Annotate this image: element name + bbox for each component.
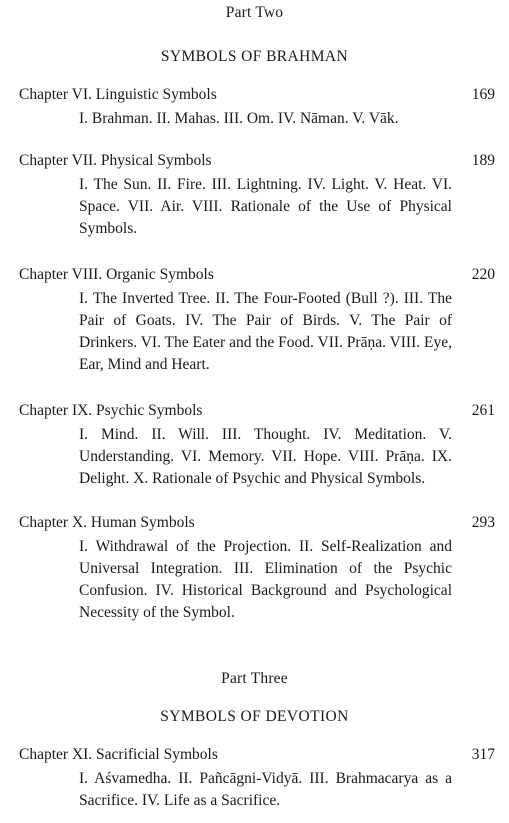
part-three-label: Part Three <box>221 670 288 687</box>
part-two-title: SYMBOLS OF BRAHMAN <box>160 48 349 65</box>
chapter-heading: Chapter X. Human Symbols <box>19 514 195 531</box>
part-two-label: Part Two <box>225 4 284 21</box>
chapter-heading: Chapter VIII. Organic Symbols <box>19 266 214 283</box>
chapter-contents: I. Mind. II. Will. III. Thought. IV. Meditation. V. Understanding. VI. Memory. VII. Hope. VIII. Prāṇa. IX. Delight. X. Rationale of Psychic and Physical Symbols. <box>79 426 452 487</box>
chapter-page-number: 293 <box>471 514 495 531</box>
chapter-page-number: 189 <box>471 152 495 169</box>
chapter-heading: Chapter XI. Sacrificial Symbols <box>19 746 218 763</box>
chapter-contents: I. Brahman. II. Mahas. III. Om. IV. Nāman. V. Vāk. <box>79 110 399 127</box>
chapter-page-number: 220 <box>471 266 495 283</box>
chapter-contents: I. The Inverted Tree. II. The Four-Footed (Bull ?). III. The Pair of Goats. IV. The Pair of Birds. V. The Pair of Drinkers. VI. The Eater and the Food. VII. Prāṇa. VIII. Eye, Ear, Mind and Heart. <box>79 290 452 373</box>
chapter-contents: I. Aśvamedha. II. Pañcāgni-Vidyā. III. Brahmacarya as a Sacrifice. IV. Life as a Sacrifice. <box>79 770 452 809</box>
chapter-page-number: 169 <box>471 86 495 103</box>
chapter-contents: I. Withdrawal of the Projection. II. Self-Realization and Universal Integration. III. Elimination of the Psychic Confusion. IV. Historical Background and Psychological Necessity of the Symbol. <box>79 538 452 621</box>
chapter-page-number: 317 <box>471 746 495 763</box>
chapter-heading: Chapter VII. Physical Symbols <box>19 152 212 169</box>
chapter-heading: Chapter IX. Psychic Symbols <box>19 402 203 419</box>
part-three-title: SYMBOLS OF DEVOTION <box>160 708 349 725</box>
chapter-contents: I. The Sun. II. Fire. III. Lightning. IV. Light. V. Heat. VI. Space. VII. Air. VIII. Rationale of the Use of Physical Symbols. <box>79 176 452 237</box>
chapter-page-number: 261 <box>471 402 495 419</box>
chapter-heading: Chapter VI. Linguistic Symbols <box>19 86 217 103</box>
